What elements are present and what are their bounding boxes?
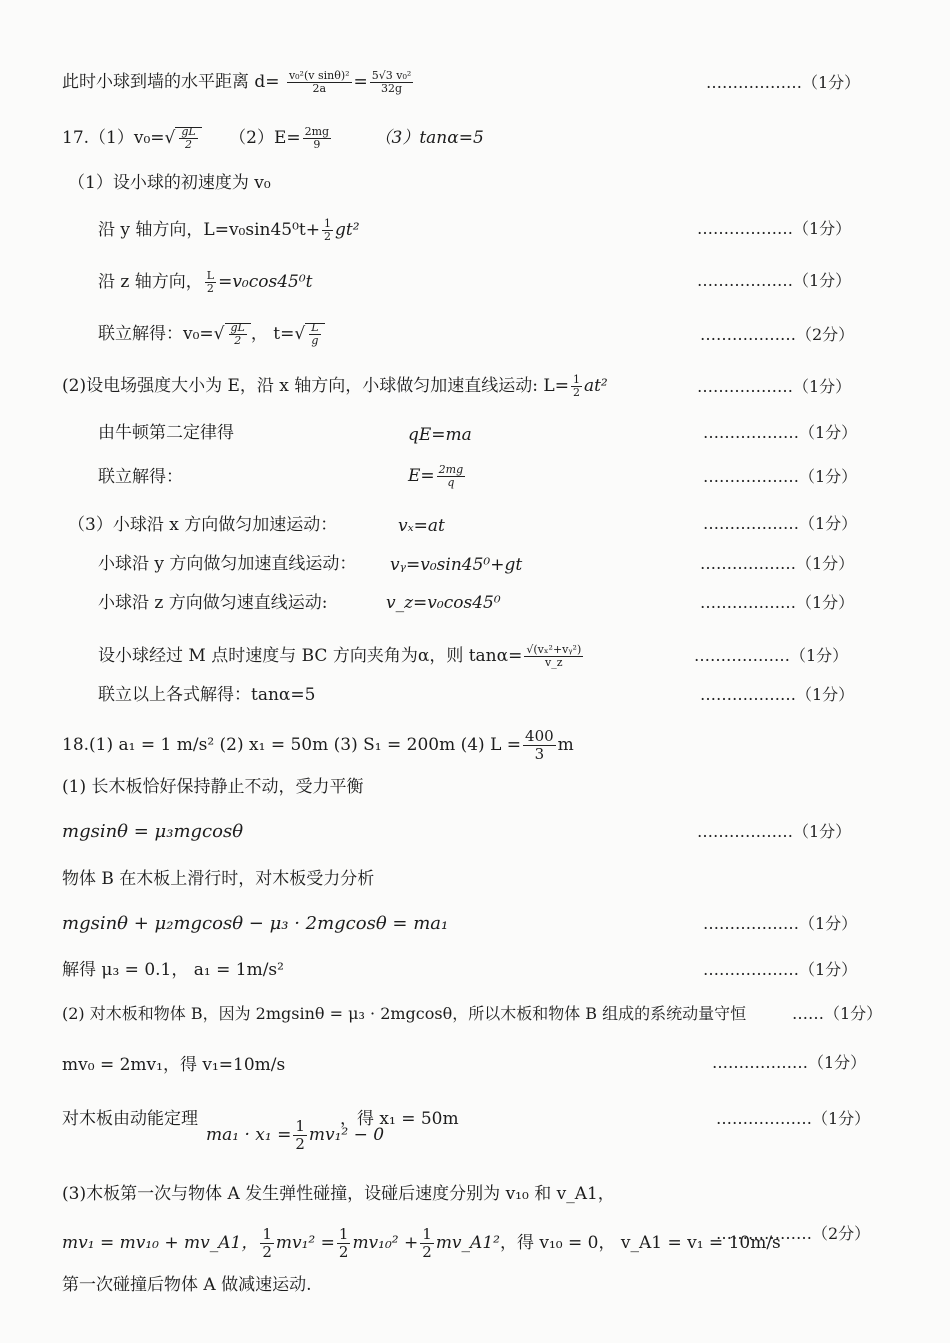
points-11: ………………（1分） — [700, 593, 855, 612]
points-12: ………………（1分） — [694, 646, 849, 665]
line-0: 此时小球到墙的水平距离 d= $\frac{\text{v₀²(v sinθ)²}}{2a}$ = $\frac{\text{5√3 v₀²}}{32g}$ — [62, 69, 412, 95]
points-9: ………………（1分） — [703, 514, 858, 533]
frac-num: 1 — [295, 1117, 305, 1135]
line-22-result: ，得 x₁ = 50m — [340, 1109, 459, 1129]
frac-num: 5√3 v₀² — [371, 69, 412, 82]
frac-den: q — [447, 476, 455, 489]
line-10: 小球沿 y 方向做匀加速直线运动： — [98, 554, 357, 574]
line-5-text: 联立解得：v₀= — [98, 324, 214, 344]
points-22: ………………（1分） — [716, 1109, 871, 1128]
line-11: 小球沿 z 方向做匀速直线运动: — [98, 593, 328, 613]
line-0-text: 此时小球到墙的水平距离 d= — [62, 72, 280, 92]
frac-num: 1 — [572, 373, 580, 386]
en-r2: mv_A1² — [435, 1233, 500, 1253]
line-6-tail: at² — [583, 376, 608, 396]
frac-den: 2 — [422, 1243, 432, 1261]
frac-den: v_z — [545, 656, 563, 669]
frac-num: 2mg — [304, 125, 330, 138]
points-7: ………………（1分） — [703, 423, 858, 442]
label-e: （2）E= — [229, 128, 301, 148]
line-12 — [98, 644, 585, 669]
frac-num: 1 — [262, 1225, 272, 1243]
line-4-text: 沿 z 轴方向， — [98, 272, 203, 292]
frac-num: v₀²(v sinθ)² — [288, 69, 350, 82]
line-8-math — [408, 464, 467, 489]
frac-den: 2 — [234, 334, 242, 347]
line-5 — [98, 322, 325, 347]
line-4-tail: =v₀cos45⁰t — [218, 272, 313, 292]
sqrt-v0-2: √ $\frac{gL}{2}$ — [214, 322, 251, 347]
line-13: 联立以上各式解得：tanα=5 — [98, 685, 316, 705]
frac-num: 2mg — [438, 463, 464, 476]
line-1-text: 17.（1）v₀= — [62, 128, 165, 148]
line-21: mv₀ = 2mv₁，得 v₁=10m/s — [62, 1055, 286, 1075]
sqrt-t: √ $\frac{L}{g}$ — [294, 322, 324, 347]
en-r1: mv₁₀² + — [352, 1233, 419, 1253]
points-16: ………………（1分） — [697, 822, 852, 841]
line-9-math: vₓ=at — [398, 516, 445, 536]
frac-den: 2 — [338, 1243, 349, 1261]
points-21: ………………（1分） — [712, 1053, 867, 1072]
fraction-d1 — [287, 70, 352, 95]
label-tan: （3）tanα=5 — [374, 128, 484, 148]
line-3 — [98, 218, 360, 243]
line-14-tail: m — [557, 735, 574, 755]
line-20: (2) 对木板和物体 B，因为 2mgsinθ = μ₃ · 2mgcosθ，所以木板和物体 B 组成的系统动量守恒 — [62, 1004, 747, 1023]
label-t: ， t= — [250, 324, 295, 344]
line-6-text: (2)设电场强度大小为 E，沿 x 轴方向，小球做匀加速直线运动: L= — [62, 376, 569, 396]
ke-rhs: mv₁² − 0 — [308, 1125, 385, 1145]
frac-num: 1 — [324, 217, 331, 230]
en-lhs: mv₁² = — [275, 1233, 335, 1253]
line-25: 第一次碰撞后物体 A 做减速运动. — [62, 1275, 312, 1295]
points-24: ………………（2分） — [716, 1224, 871, 1243]
points-4: ………………（1分） — [697, 271, 852, 290]
fraction-e2 — [437, 464, 465, 489]
fraction-en1 — [260, 1226, 274, 1261]
frac-den: 2 — [324, 230, 331, 243]
points-18: ………………（1分） — [703, 914, 858, 933]
points-3: ………………（1分） — [697, 219, 852, 238]
points-6: ………………（1分） — [697, 377, 852, 396]
line-24 — [62, 1226, 781, 1261]
frac-den: g — [311, 334, 319, 347]
line-10-math: vᵧ=v₀sin45⁰+gt — [390, 555, 523, 575]
line-7-math: qE=ma — [408, 425, 472, 445]
frac-num: L — [311, 321, 319, 334]
frac-num: 400 — [525, 727, 554, 745]
line-6 — [62, 374, 608, 399]
points-10: ………………（1分） — [700, 554, 855, 573]
fraction-en2 — [337, 1226, 351, 1261]
frac-den: 2 — [206, 282, 214, 295]
fraction-d2 — [370, 70, 414, 95]
frac-num: gL — [230, 321, 245, 334]
line-14-text: 18.(1) a₁ = 1 m/s² (2) x₁ = 50m (3) S₁ = 200m (4) L = — [62, 735, 522, 755]
fraction-tan — [524, 644, 583, 669]
line-24-text: mv₁ = mv₁₀ + mv_A1， — [62, 1233, 259, 1253]
frac-num: L — [206, 269, 215, 282]
points-13: ………………（1分） — [700, 685, 855, 704]
frac-num: √(vₓ²+vᵧ²) — [526, 643, 582, 656]
fraction-e1 — [303, 126, 331, 151]
frac-den: 2 — [185, 138, 193, 151]
line-16: mgsinθ = μ₃mgcosθ — [62, 821, 244, 842]
line-11-math: v_z=v₀cos45⁰ — [386, 593, 501, 613]
frac-den: 3 — [534, 745, 545, 763]
line-2: （1）设小球的初速度为 v₀ — [68, 173, 271, 193]
fraction-l18 — [523, 728, 556, 763]
frac-den: 9 — [313, 138, 321, 151]
ke-lhs: ma₁ · x₁ = — [206, 1125, 292, 1145]
frac-num: 1 — [422, 1225, 432, 1243]
frac-num: gL — [181, 125, 196, 138]
line-9: （3）小球沿 x 方向做匀加速运动： — [68, 515, 338, 535]
line-19: 解得 μ₃ = 0.1， a₁ = 1m/s² — [62, 960, 284, 980]
line-18: mgsinθ + μ₂mgcosθ − μ₃ · 2mgcosθ = ma₁ — [62, 913, 449, 934]
line-12-text: 设小球经过 M 点时速度与 BC 方向夹角为α，则 tanα= — [98, 646, 523, 666]
line-3-tail: gt² — [335, 220, 360, 240]
line-3-text: 沿 y 轴方向，L=v₀sin45⁰t+ — [98, 220, 320, 240]
points-5: ………………（2分） — [700, 325, 855, 344]
frac-den: 2 — [295, 1135, 305, 1153]
fraction-v0 — [179, 126, 197, 151]
line-8: 联立解得： — [98, 467, 183, 487]
frac-den: 2 — [572, 386, 580, 399]
line-4 — [98, 270, 313, 295]
fraction-l2 — [205, 270, 216, 295]
line-1 — [62, 126, 484, 151]
line-24-tail: ，得 v₁₀ = 0， v_A1 = v₁ = 10m/s — [499, 1233, 781, 1253]
points-8: ………………（1分） — [703, 467, 858, 486]
frac-den: 2a — [312, 82, 327, 95]
fraction-half-3 — [322, 218, 333, 243]
points-20: ……（1分） — [792, 1004, 883, 1023]
fraction-en3 — [420, 1226, 434, 1261]
sqrt-v0: √ $\frac{gL}{2}$ — [165, 126, 202, 151]
line-15: (1) 长木板恰好保持静止不动，受力平衡 — [62, 777, 364, 797]
points-19: ………………（1分） — [703, 960, 858, 979]
line-14 — [62, 728, 574, 763]
fraction-ke — [293, 1118, 307, 1153]
frac-den: 32g — [381, 82, 403, 95]
fraction-v0-2 — [229, 322, 247, 347]
line-17: 物体 B 在木板上滑行时，对木板受力分析 — [62, 869, 375, 889]
frac-den: 2 — [262, 1243, 272, 1261]
line-8-math-text: E= — [408, 466, 435, 486]
fraction-half-6 — [571, 374, 582, 399]
fraction-t — [309, 322, 320, 347]
frac-num: 1 — [338, 1225, 349, 1243]
points-0: ………………（1分） — [706, 73, 861, 92]
line-7: 由牛顿第二定律得 — [98, 423, 234, 443]
line-23: (3)木板第一次与物体 A 发生弹性碰撞，设碰后速度分别为 v₁₀ 和 v_A1， — [62, 1184, 615, 1204]
line-22: 对木板由动能定理 — [62, 1109, 198, 1129]
